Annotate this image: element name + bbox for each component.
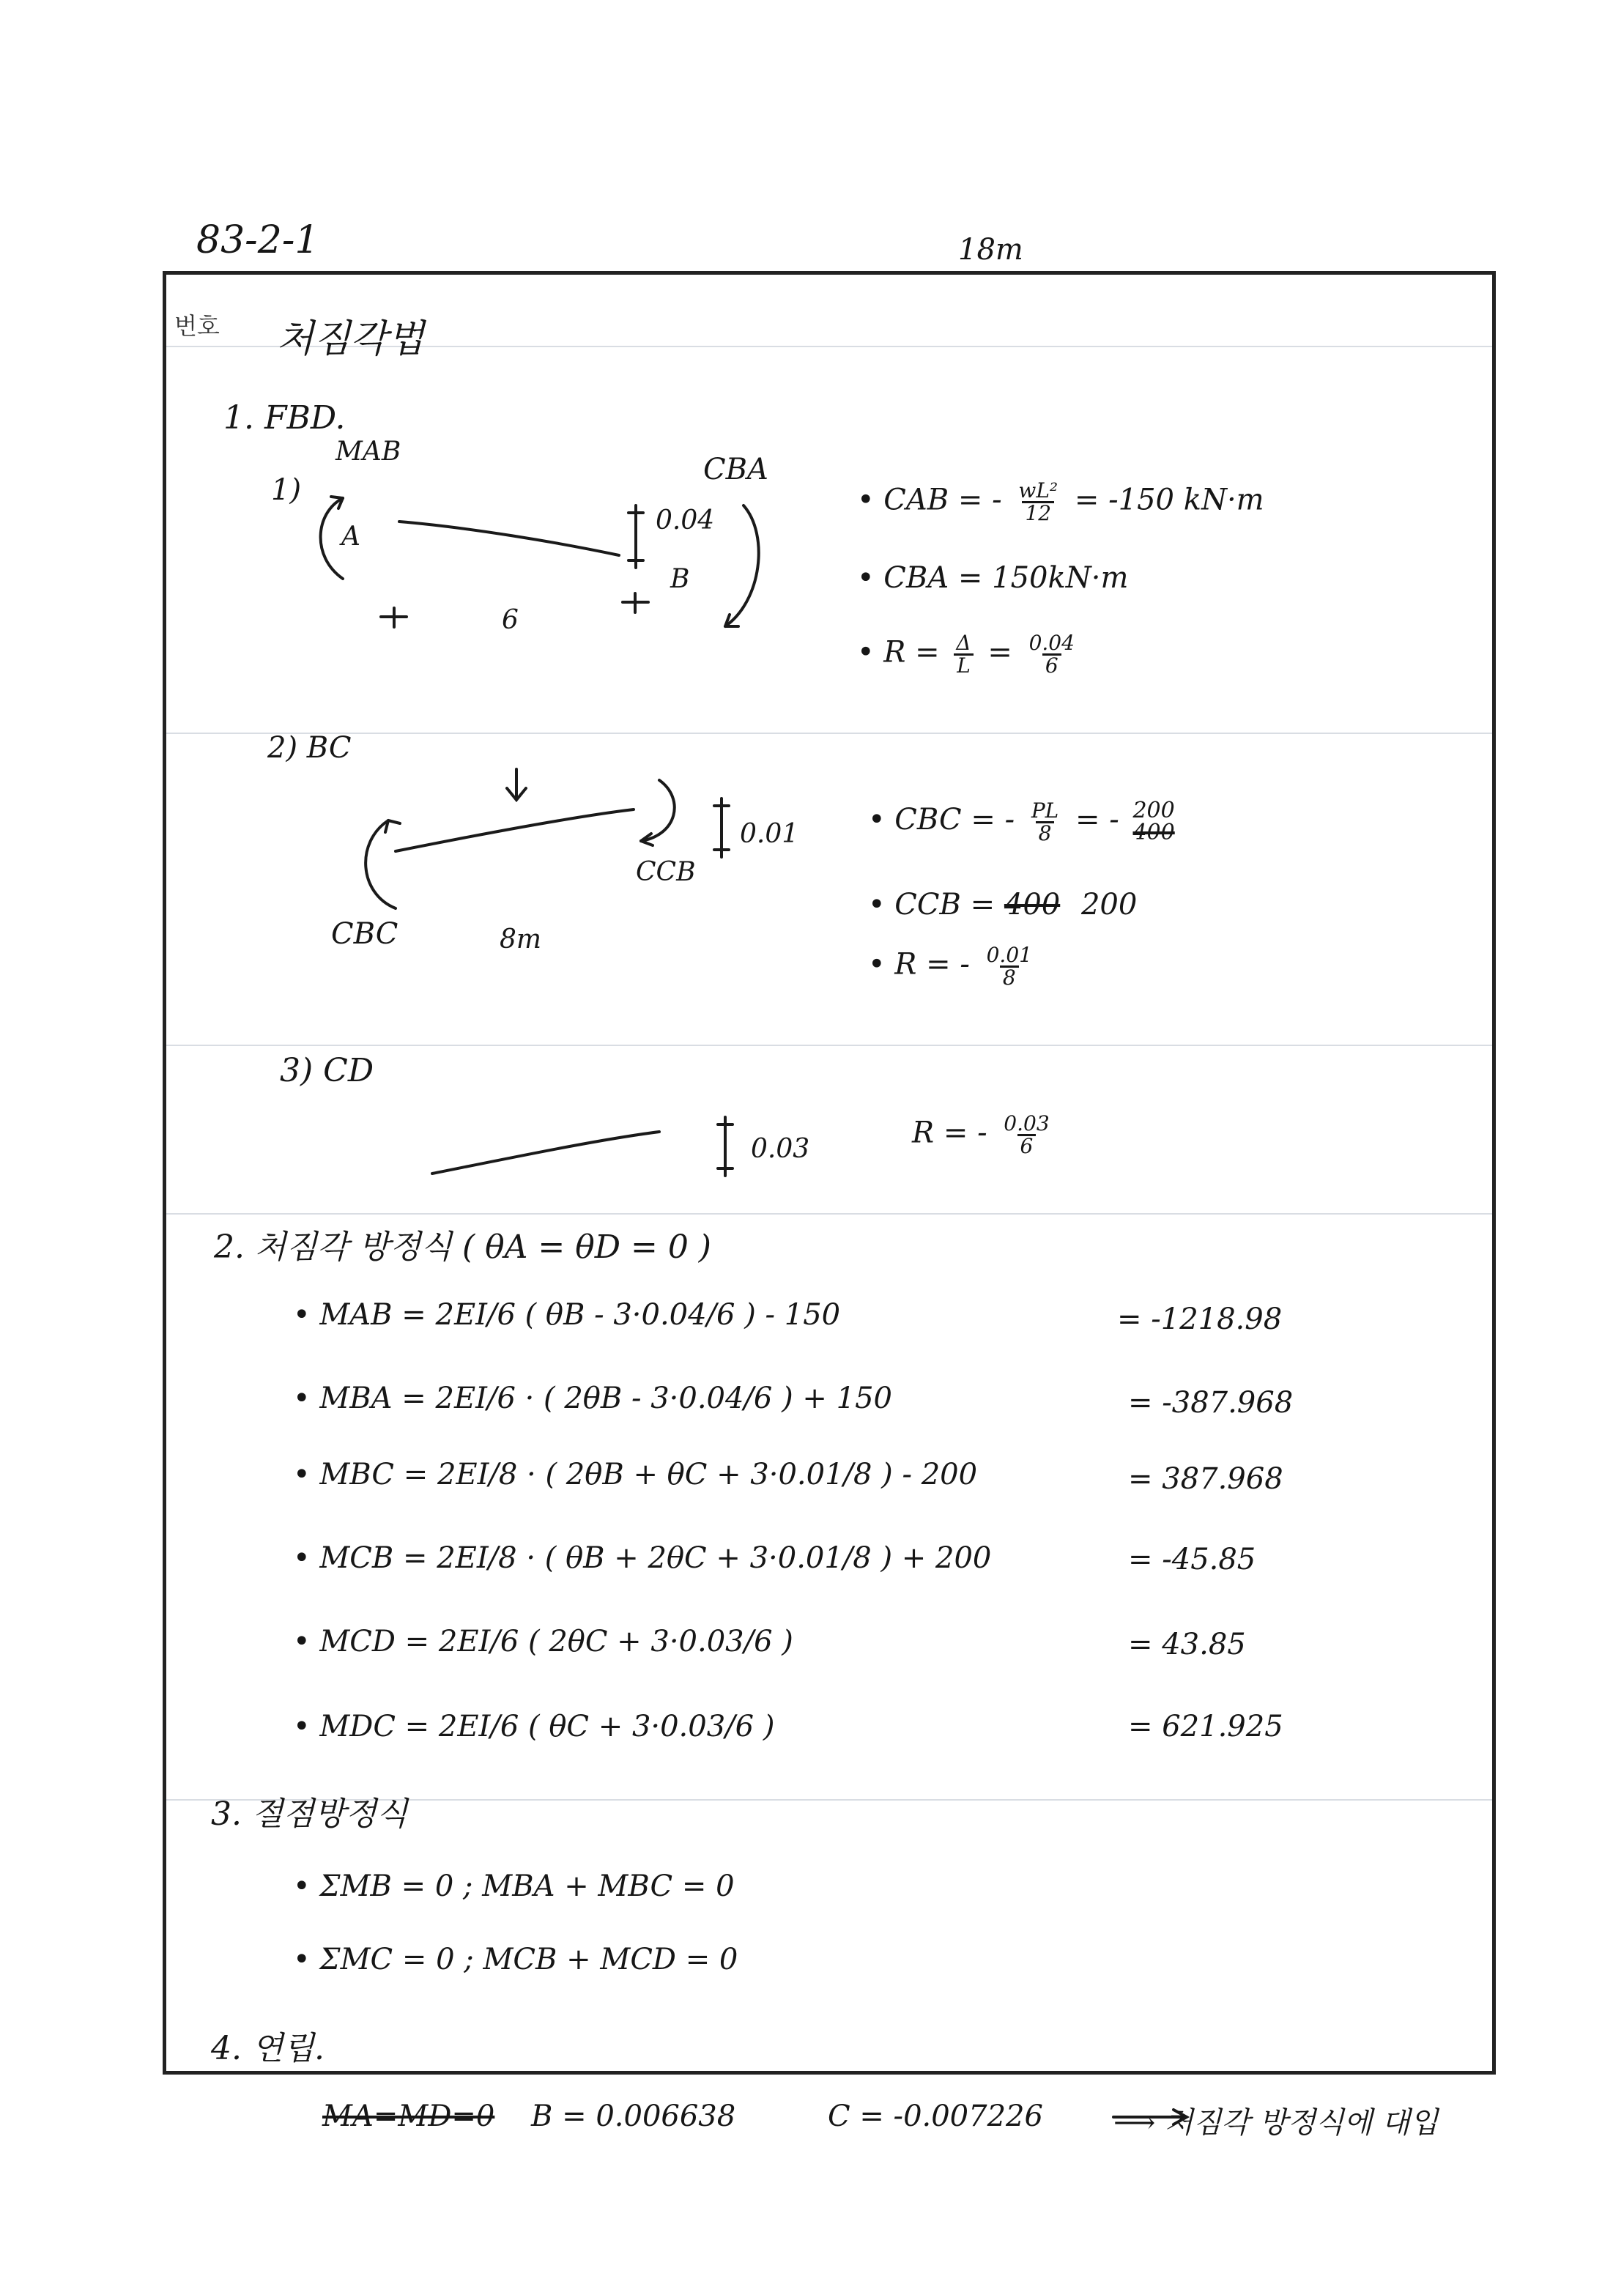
section-3-heading: 3. 절점방정식: [211, 1795, 408, 1833]
p2-eq2-lhs: • CCB =: [868, 888, 995, 922]
p2-eq1-num: PL: [1031, 798, 1059, 823]
p1-eq3-num2: 0.04: [1028, 631, 1075, 655]
row-expr: = 2EI/6 ( θB - 3·0.04/6 ) - 150: [401, 1298, 841, 1332]
row-expr: = 2EI/8 · ( 2θB + θC + 3·0.01/8 ) - 200: [403, 1458, 978, 1491]
beam-bc-line: [396, 809, 634, 851]
moment-b-arc: [725, 505, 759, 626]
node-b-label: B: [670, 564, 690, 594]
span-1-tick-right: [623, 593, 648, 612]
footer-b-value: B = 0.006638: [531, 2099, 736, 2133]
delta-2-label: 0.01: [740, 819, 799, 849]
moment-bc-arrowhead: [385, 820, 400, 832]
row-result: = 43.85: [1128, 1628, 1246, 1661]
row-result: = -45.85: [1128, 1543, 1256, 1576]
equation-row: [293, 1710, 774, 1743]
row-result: = -1218.98: [1117, 1302, 1283, 1336]
section-1-heading: 1. FBD.: [223, 399, 346, 437]
p2-eq1-lhs: • CBC = -: [868, 803, 1015, 837]
p2-eq1-struck: 400: [1132, 820, 1175, 845]
equation-row: [293, 1458, 977, 1491]
p1-eq3-num1: Δ: [956, 631, 971, 655]
c-cb-label: CCB: [636, 857, 696, 887]
p3-eq-lhs: R = -: [912, 1116, 987, 1150]
p1-eq1-num: wL²: [1018, 478, 1058, 503]
equation-row: [293, 1541, 991, 1575]
joint-eq-c: • ΣMC = 0 ; MCB + MCD = 0: [293, 1943, 738, 1976]
row-bullet: •: [293, 1541, 320, 1575]
page-code: 83-2-1: [196, 218, 319, 262]
delta-1-label: 0.04: [656, 505, 715, 535]
delta-3-marker: [718, 1117, 733, 1176]
p3-eq-den: 6: [1017, 1134, 1037, 1157]
p2-eq2-struck: 400: [1004, 888, 1061, 922]
p1-eq1-lhs: • CAB = -: [857, 483, 1002, 517]
row-expr: = 2EI/6 · ( 2θB - 3·0.04/6 ) + 150: [401, 1382, 892, 1415]
row-expr: = 2EI/6 ( θC + 3·0.03/6 ): [404, 1710, 775, 1743]
delta-3-label: 0.03: [751, 1134, 810, 1164]
span-1-tick-left: [381, 608, 407, 627]
delta-1-marker: [629, 505, 643, 568]
row-bullet: •: [293, 1458, 320, 1491]
row-result: = 387.968: [1128, 1462, 1283, 1496]
p1-eq1-rhs: = -150 kN·m: [1074, 483, 1264, 517]
beam-cd-line: [432, 1132, 659, 1174]
part-2-label: 2) BC: [267, 731, 352, 765]
c-bc-label: CBC: [331, 917, 398, 951]
row-bullet: •: [293, 1710, 320, 1743]
top-note: 18m: [958, 233, 1023, 267]
moment-ab-label: MAB: [335, 437, 401, 467]
p1-eq3-den2: 6: [1042, 653, 1061, 676]
beam-ab-line: [399, 522, 619, 555]
row-expr: = 2EI/8 · ( θB + 2θC + 3·0.01/8 ) + 200: [403, 1541, 992, 1575]
equation-row: [293, 1298, 840, 1332]
section-4-heading: 4. 연립.: [211, 2030, 325, 2067]
row-lhs: MCB: [319, 1541, 394, 1575]
row-bullet: •: [293, 1625, 320, 1658]
c-ba-label: CBA: [703, 453, 768, 486]
moment-cb-arc: [641, 780, 675, 841]
part-1-label: 1): [271, 473, 302, 507]
point-load-arrow: [507, 769, 526, 800]
row-result: = -387.968: [1128, 1386, 1294, 1420]
row-lhs: MBA: [319, 1382, 393, 1415]
moment-a-arc: [321, 498, 343, 579]
p2-eq3-den: 8: [1000, 965, 1019, 988]
p2-eq3-lhs: • R = -: [868, 947, 970, 982]
p2-eq2-new: 200: [1080, 888, 1138, 922]
node-a-label: A: [341, 522, 360, 552]
section-2-heading: 2. 처짐각 방정식 ( θA = θD = 0 ): [214, 1228, 711, 1266]
row-lhs: MBC: [319, 1458, 395, 1491]
p2-eq1-new: 200: [1132, 798, 1175, 823]
footer-struck-note: [322, 2099, 494, 2133]
row-result: = 621.925: [1128, 1710, 1283, 1743]
row-lhs: MAB: [319, 1298, 393, 1332]
span-1-label: 6: [502, 605, 519, 635]
p2-eq3-num: 0.01: [986, 943, 1032, 967]
delta-2-marker: [714, 798, 729, 857]
p1-eq1-den: 12: [1022, 501, 1054, 524]
p1-eq2: • CBA = 150kN·m: [857, 561, 1129, 595]
p2-eq1-eq: = -: [1075, 803, 1119, 837]
footer-c-value: C = -0.007226: [828, 2099, 1043, 2133]
moment-bc-arc: [366, 820, 396, 908]
equation-row: [293, 1382, 892, 1415]
p3-eq-num: 0.03: [1004, 1111, 1050, 1135]
joint-eq-b: • ΣMB = 0 ; MBA + MBC = 0: [293, 1869, 735, 1903]
row-expr: = 2EI/6 ( 2θC + 3·0.03/6 ): [404, 1625, 793, 1658]
footer-struck-text: MA=MD=0: [322, 2099, 495, 2133]
row-bullet: •: [293, 1382, 320, 1415]
p2-eq1-den: 8: [1036, 821, 1055, 844]
span-2-label: 8m: [500, 924, 542, 955]
p1-eq3-eq: =: [987, 635, 1012, 670]
row-lhs: MDC: [319, 1710, 396, 1743]
box-number-label: 번호: [174, 312, 220, 340]
equation-row: [293, 1625, 793, 1658]
p1-eq3-lhs: • R =: [857, 635, 940, 670]
row-bullet: •: [293, 1298, 320, 1332]
row-lhs: MCD: [319, 1625, 396, 1658]
page-title: 처짐각법: [277, 317, 424, 361]
p1-eq3-den1: L: [954, 653, 974, 676]
footer-arrow-note: ⟶ 처짐각 방정식에 대입: [1113, 2106, 1439, 2140]
part-3-label: 3) CD: [280, 1052, 374, 1089]
